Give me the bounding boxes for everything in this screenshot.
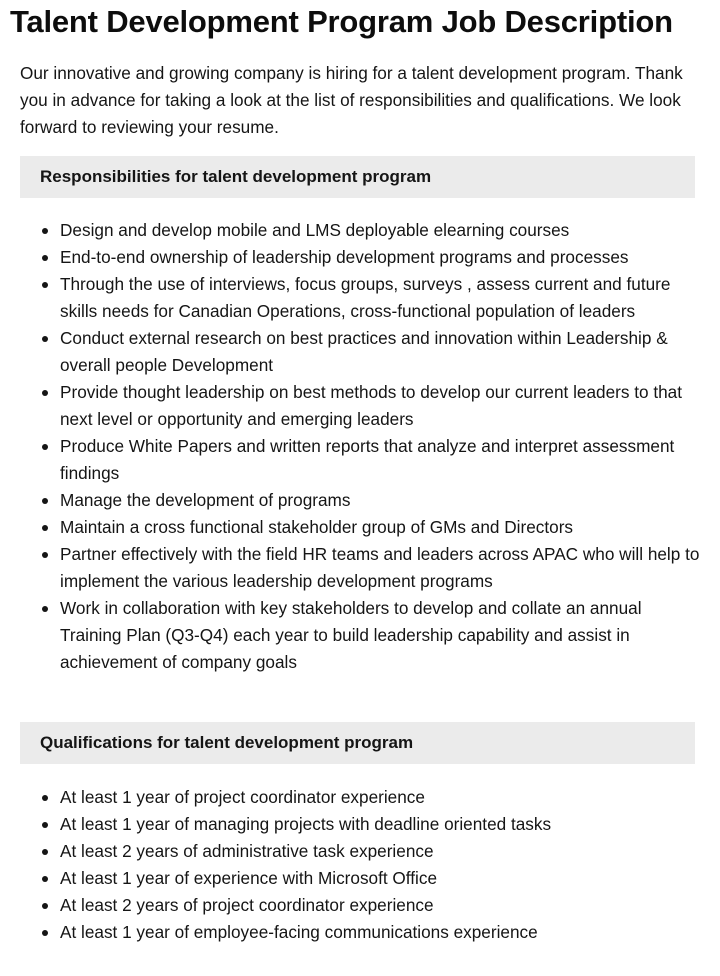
qualifications-heading: Qualifications for talent development program — [20, 722, 695, 764]
intro-paragraph: Our innovative and growing company is hiring for a talent development program. Thank you in advance for taking a look at the list of responsibilities and qualifications. We look forward to reviewing your resume. — [20, 63, 683, 137]
responsibilities-list — [0, 217, 700, 676]
list-item: End-to-end ownership of leadership development programs and processes — [0, 244, 700, 271]
list-item: At least 1 year of experience with Microsoft Office — [0, 865, 700, 892]
list-item: Design and develop mobile and LMS deployable elearning courses — [0, 217, 700, 244]
list-item: Partner effectively with the field HR teams and leaders across APAC who will help to implement the various leadership development programs — [0, 541, 700, 595]
list-item: Provide thought leadership on best methods to develop our current leaders to that next level or opportunity and emerging leaders — [0, 379, 700, 433]
list-item: At least 1 year of employee-facing communications experience — [0, 919, 700, 946]
list-item: At least 1 year of project coordinator experience — [0, 784, 700, 811]
responsibilities-heading: Responsibilities for talent development program — [20, 156, 695, 198]
list-item: Through the use of interviews, focus groups, surveys , assess current and future skills needs for Canadian Operations, cross-functional population of leaders — [0, 271, 700, 325]
list-item: At least 2 years of administrative task experience — [0, 838, 700, 865]
list-item: Manage the development of programs — [0, 487, 700, 514]
list-item: At least 2 years of project coordinator experience — [0, 892, 700, 919]
list-item: Maintain a cross functional stakeholder group of GMs and Directors — [0, 514, 700, 541]
list-item: Produce White Papers and written reports that analyze and interpret assessment findings — [0, 433, 700, 487]
qualifications-list — [0, 784, 700, 946]
page-title: Talent Development Program Job Description — [10, 4, 673, 39]
list-item: Conduct external research on best practices and innovation within Leadership & overall people Development — [0, 325, 700, 379]
list-item: At least 1 year of managing projects with deadline oriented tasks — [0, 811, 700, 838]
list-item: Work in collaboration with key stakeholders to develop and collate an annual Training Plan (Q3-Q4) each year to build leadership capability and assist in achievement of company goals — [0, 595, 700, 676]
